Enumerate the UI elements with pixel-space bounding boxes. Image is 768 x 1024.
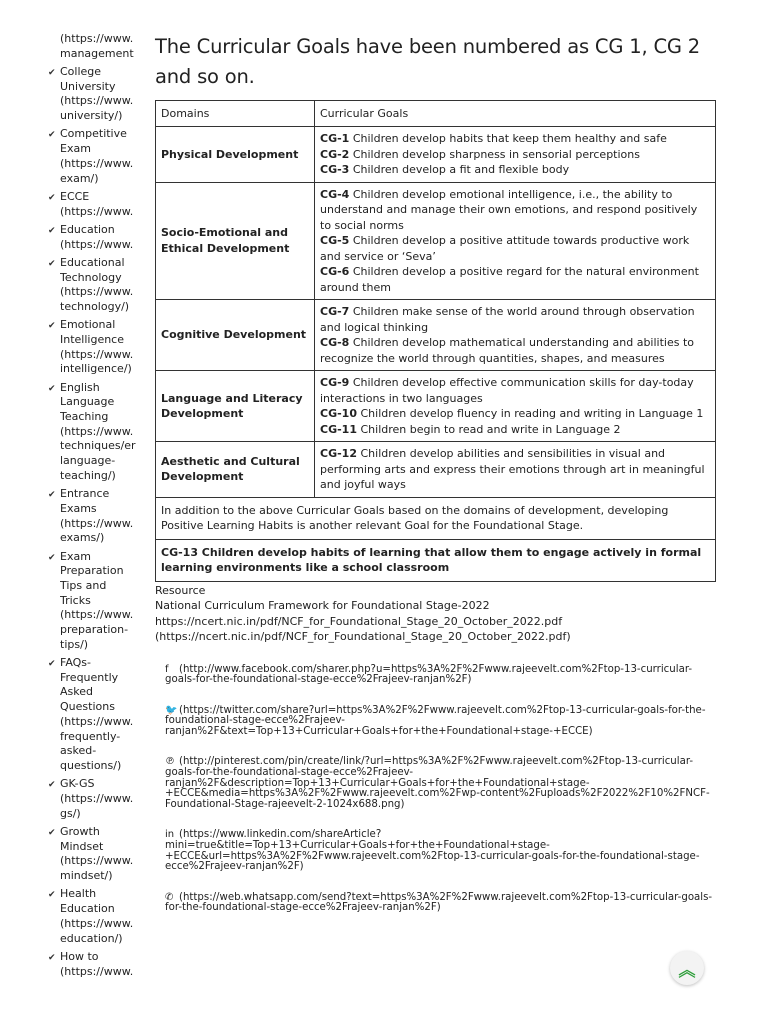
goal-code: CG-9 bbox=[320, 376, 350, 389]
facebook-icon: f bbox=[165, 663, 169, 675]
sidebar-category-item[interactable] bbox=[48, 656, 140, 774]
domain-cell: Aesthetic and Cultural Development bbox=[156, 442, 315, 498]
share-link-url: (http://www.facebook.com/sharer.php?u=https%3A%2F%2Fwww.rajeevelt.com%2Ftop-13-curricular-goals-for-the-foundational-stage-ecce%2Frajeev-ranjan%2F) bbox=[165, 663, 693, 686]
article-content bbox=[155, 32, 720, 914]
resource-link-url[interactable]: (https://ncert.nic.in/pdf/NCF_for_Foundational_Stage_20_October_2022.pdf) bbox=[155, 630, 571, 643]
whatsapp-share-link[interactable] bbox=[165, 893, 720, 914]
check-icon: ✔ bbox=[48, 780, 56, 791]
goal-text: Children develop a fit and flexible body bbox=[349, 163, 570, 176]
curricular-goal bbox=[320, 233, 710, 264]
share-link-url: (https://www.linkedin.com/shareArticle?mini=true&title=Top+13+Curricular+Goals+for+the+Foundational+stage-+ECCE&url=https%3A%2F%2Fwww.rajeevelt.com%2Ftop-13-curricular-goals-for-the-foundational-stage-ecce%2Frajeev-ranjan%2F) bbox=[165, 829, 700, 873]
resource-block bbox=[155, 583, 720, 645]
goals-cell bbox=[315, 442, 716, 498]
sidebar-category-label: College University (https://www. university/) bbox=[60, 65, 134, 123]
sidebar-category-item[interactable] bbox=[48, 777, 140, 821]
table-row bbox=[156, 442, 716, 498]
check-icon: ✔ bbox=[48, 130, 56, 141]
double-chevron-up-icon: ︽ bbox=[678, 960, 696, 981]
check-icon: ✔ bbox=[48, 383, 56, 394]
goal-text: Children develop a positive regard for the natural environment around them bbox=[320, 265, 699, 294]
check-icon: ✔ bbox=[48, 890, 56, 901]
check-icon: ✔ bbox=[48, 192, 56, 203]
linkedin-icon: in bbox=[165, 829, 175, 841]
domain-cell: Language and Literacy Development bbox=[156, 371, 315, 442]
domain-cell: Physical Development bbox=[156, 127, 315, 183]
curricular-goals-table bbox=[155, 100, 716, 582]
curricular-goal bbox=[320, 131, 710, 147]
goal-code: CG-2 bbox=[320, 147, 350, 161]
check-icon: ✔ bbox=[48, 321, 56, 332]
goal-code: CG-6 bbox=[320, 265, 350, 278]
curricular-goal bbox=[320, 335, 710, 366]
table-header-row bbox=[156, 101, 716, 127]
scroll-to-top-button[interactable] bbox=[670, 951, 704, 985]
check-icon: ✔ bbox=[48, 225, 56, 236]
share-link-url: (https://web.whatsapp.com/send?text=https%3A%2F%2Fwww.rajeevelt.com%2Ftop-13-curricular-goals-for-the-foundational-stage-ecce%2Frajeev-ranjan%2F) bbox=[165, 891, 713, 914]
curricular-goal bbox=[320, 304, 710, 335]
goal-code: CG-5 bbox=[320, 234, 350, 247]
sidebar-link-management[interactable]: (https://www. management bbox=[60, 32, 134, 60]
section-heading: The Curricular Goals have been numbered as CG 1, CG 2 and so on. bbox=[155, 35, 700, 88]
domain-cell: Socio-Emotional and Ethical Development bbox=[156, 182, 315, 300]
curricular-goal bbox=[320, 375, 710, 406]
goal-code: CG-12 bbox=[320, 447, 357, 460]
sidebar-category-item[interactable] bbox=[48, 487, 140, 546]
goals-cell bbox=[315, 371, 716, 442]
sidebar-category-label: English Language Teaching (https://www. techniques/er language- teaching/) bbox=[60, 380, 136, 482]
share-link-url: (http://pinterest.com/pin/create/link/?url=https%3A%2F%2Fwww.rajeevelt.com%2Ftop-13-curricular-goals-for-the-foundational-stage-ecce%2Frajeev-ranjan%2F&description=Top+13+Curricular+Goals+for+the+Foundational+stage-+ECCE&media=https%3A%2F%2Fwww.rajeevelt.com%2Fwp-content%2Fuploads%2F2022%2F10%2FNCF-Foundational-Stage-rajeevelt-2-1024x688.png) bbox=[165, 756, 710, 810]
sidebar-category-item[interactable] bbox=[48, 825, 140, 884]
twitter-share-link[interactable] bbox=[165, 706, 720, 738]
resource-title: National Curriculum Framework for Foundational Stage-2022 bbox=[155, 599, 490, 612]
goal-code: CG-11 bbox=[320, 422, 357, 436]
sidebar-category-label: Competitive Exam (https://www. exam/) bbox=[60, 127, 134, 185]
curricular-goal bbox=[320, 264, 710, 295]
sidebar-category-item[interactable] bbox=[48, 256, 140, 315]
facebook-share-link[interactable] bbox=[165, 665, 720, 686]
check-icon: ✔ bbox=[48, 258, 56, 269]
header-curricular-goals: Curricular Goals bbox=[315, 101, 716, 127]
goals-cell bbox=[315, 127, 716, 183]
table-final-goal: CG-13 Children develop habits of learning that allow them to engage actively in formal learning environments like a school classroom bbox=[156, 539, 716, 581]
goals-cell bbox=[315, 182, 716, 300]
check-icon: ✔ bbox=[48, 490, 56, 501]
curricular-goal bbox=[320, 147, 710, 163]
sidebar-category-label: Education (https://www. bbox=[60, 222, 134, 251]
pinterest-share-link[interactable] bbox=[165, 757, 720, 810]
goal-text: Children develop sharpness in sensorial perceptions bbox=[349, 147, 640, 161]
twitter-icon: 🐦 bbox=[165, 704, 178, 716]
goal-text: Children begin to read and write in Language 2 bbox=[356, 422, 621, 436]
sidebar-category-label: Growth Mindset (https://www. mindset/) bbox=[60, 824, 134, 883]
sidebar-category-item[interactable] bbox=[48, 127, 140, 186]
sidebar-category-label: FAQs- Frequently Asked Questions (https://www. frequently- asked- questions/) bbox=[60, 656, 134, 772]
goal-text: Children develop emotional intelligence, i.e., the ability to understand and manage their own emotions, and respond positively to social norms bbox=[320, 187, 698, 232]
pinterest-icon: ℗ bbox=[165, 756, 175, 768]
curricular-goal bbox=[320, 422, 710, 438]
table-row-note bbox=[156, 497, 716, 539]
share-links bbox=[155, 665, 720, 915]
sidebar-category-label: Health Education (https://www. education/) bbox=[60, 887, 134, 945]
sidebar-category-item[interactable] bbox=[48, 190, 140, 219]
curricular-goal bbox=[320, 446, 710, 493]
share-link-url: (https://twitter.com/share?url=https%3A%2F%2Fwww.rajeevelt.com%2Ftop-13-curricular-goals-for-the-foundational-stage-ecce%2Frajeev-ranjan%2F&text=Top+13+Curricular+Goals+for+the+Foundational+stage-+ECCE) bbox=[165, 704, 706, 737]
sidebar-category-label: GK-GS (https://www. gs/) bbox=[60, 777, 134, 820]
goal-code: CG-8 bbox=[320, 336, 350, 349]
curricular-goal bbox=[320, 187, 710, 234]
sidebar-category-item[interactable] bbox=[48, 887, 140, 946]
goal-code: CG-10 bbox=[320, 407, 357, 420]
goal-code: CG-7 bbox=[320, 305, 350, 318]
goal-text: Children develop mathematical understanding and abilities to recognize the world through quantities, shapes, and measures bbox=[320, 336, 695, 365]
goal-code: CG-3 bbox=[320, 163, 350, 176]
table-row bbox=[156, 127, 716, 183]
sidebar-category-item[interactable] bbox=[48, 950, 140, 979]
sidebar-category-label: Exam Preparation Tips and Tricks (https://www. preparation- tips/) bbox=[60, 549, 134, 651]
table-note: In addition to the above Curricular Goals based on the domains of development, developing Positive Learning Habits is another relevant Goal for the Foundational Stage. bbox=[156, 497, 716, 539]
goals-cell bbox=[315, 300, 716, 371]
sidebar-category-item[interactable] bbox=[48, 318, 140, 377]
goal-text: Children make sense of the world around through observation and logical thinking bbox=[320, 305, 695, 334]
resource-label: Resource bbox=[155, 583, 206, 597]
check-icon: ✔ bbox=[48, 827, 56, 838]
check-icon: ✔ bbox=[48, 68, 56, 78]
sidebar-category-list bbox=[48, 32, 140, 1024]
sidebar-category-label: Educational Technology (https://www. technology/) bbox=[60, 255, 134, 313]
table-row-final bbox=[156, 539, 716, 581]
sidebar-category-item[interactable] bbox=[48, 65, 140, 124]
domain-cell: Cognitive Development bbox=[156, 300, 315, 371]
table-row bbox=[156, 182, 716, 300]
sidebar-category-label: Emotional Intelligence (https://www. intelligence/) bbox=[60, 318, 134, 376]
sidebar-category-label: How to (https://www. bbox=[60, 949, 134, 978]
goal-text: Children develop fluency in reading and writing in Language 1 bbox=[356, 407, 704, 420]
sidebar-category-item[interactable] bbox=[48, 381, 140, 484]
curricular-goal bbox=[320, 162, 710, 178]
goal-text: Children develop a positive attitude towards productive work and service or ‘Seva’ bbox=[320, 234, 690, 263]
check-icon: ✔ bbox=[48, 552, 56, 563]
sidebar-category-item[interactable] bbox=[48, 223, 140, 252]
goal-code: CG-4 bbox=[320, 187, 350, 201]
sidebar-category-label: ECCE (https://www. bbox=[60, 189, 134, 218]
goal-text: Children develop abilities and sensibilities in visual and performing arts and express their emotions through art in meaningful and joyful ways bbox=[320, 447, 705, 491]
sidebar-category-item[interactable] bbox=[48, 550, 140, 653]
table-row bbox=[156, 371, 716, 442]
goal-code: CG-1 bbox=[320, 132, 350, 145]
check-icon: ✔ bbox=[48, 952, 56, 963]
resource-link[interactable]: https://ncert.nic.in/pdf/NCF_for_Foundational_Stage_20_October_2022.pdf bbox=[155, 614, 563, 628]
linkedin-share-link[interactable] bbox=[165, 830, 720, 872]
goal-text: Children develop effective communication skills for day-today interactions in two languages bbox=[320, 376, 694, 405]
goal-text: Children develop habits that keep them healthy and safe bbox=[349, 132, 667, 145]
curricular-goal bbox=[320, 406, 710, 422]
table-row bbox=[156, 300, 716, 371]
whatsapp-icon: ✆ bbox=[165, 891, 174, 903]
sidebar-category-label: Entrance Exams (https://www. exams/) bbox=[60, 487, 134, 545]
header-domains: Domains bbox=[156, 101, 315, 127]
check-icon: ✔ bbox=[48, 659, 56, 670]
